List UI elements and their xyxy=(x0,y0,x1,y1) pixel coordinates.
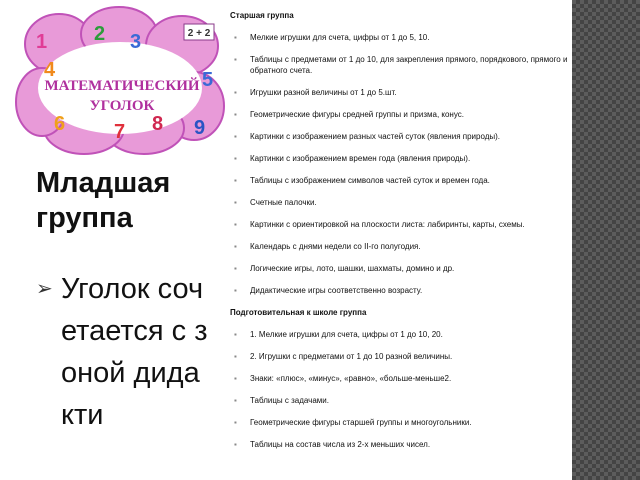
list-item xyxy=(230,54,570,76)
bullet-square-icon: ▪ xyxy=(234,264,237,273)
list-item xyxy=(230,329,570,340)
bullet-arrow-icon: ➢ xyxy=(36,278,53,300)
list-item-text: Картинки с ориентировкой на плоскости листа: лабиринты, карты, схемы. xyxy=(250,220,525,229)
list-item xyxy=(230,131,570,142)
list-item xyxy=(230,263,570,274)
bullet-square-icon: ▪ xyxy=(234,374,237,383)
digit-7: 7 xyxy=(114,121,126,143)
bullet-square-icon: ▪ xyxy=(234,110,237,119)
bullet-square-icon: ▪ xyxy=(234,176,237,185)
list-item-text: Таблицы с изображением символов частей суток и времен года. xyxy=(250,176,490,185)
list-item-text: Геометрические фигуры старшей группы и многоугольники. xyxy=(250,418,472,427)
list-item xyxy=(230,219,570,230)
digit-4: 4 xyxy=(44,59,56,81)
list-item-text: Таблицы на состав числа из 2-х меньших чисел. xyxy=(250,440,431,449)
logo-title-line2: УГОЛОК xyxy=(89,98,155,114)
list-item-text: 2. Игрушки с предметами от 1 до 10 разной величины. xyxy=(250,352,453,361)
decorative-pattern-strip xyxy=(572,0,640,480)
list-item xyxy=(230,373,570,384)
list-item-text: Мелкие игрушки для счета, цифры от 1 до 5, 10. xyxy=(250,33,430,42)
bullet-square-icon: ▪ xyxy=(234,396,237,405)
bullet-square-icon: ▪ xyxy=(234,286,237,295)
list-item xyxy=(230,285,570,296)
list-item-text: Таблицы с задачами. xyxy=(250,396,329,405)
bullet-square-icon: ▪ xyxy=(234,132,237,141)
bullet-square-icon: ▪ xyxy=(234,242,237,251)
list-item xyxy=(230,87,570,98)
logo-title-line1: МАТЕМАТИЧЕСКИЙ xyxy=(44,78,200,94)
list-item-text: Счетные палочки. xyxy=(250,198,317,207)
list-item-text: Дидактические игры соответственно возрасту. xyxy=(250,286,423,295)
list-item xyxy=(230,153,570,164)
content-column xyxy=(230,10,570,461)
digit-2: 2 xyxy=(94,23,106,45)
list-item xyxy=(230,439,570,450)
junior-group-title: Младшая группа xyxy=(36,167,171,234)
list-item xyxy=(230,417,570,428)
expression-card: 2 + 2 xyxy=(187,28,211,39)
list-item xyxy=(230,109,570,120)
list-item-text: Логические игры, лото, шашки, шахматы, домино и др. xyxy=(250,264,455,273)
digit-9: 9 xyxy=(194,117,206,139)
list-item xyxy=(230,351,570,362)
digit-1: 1 xyxy=(36,31,48,53)
list-item-text: Таблицы с предметами от 1 до 10, для закрепления прямого, порядкового, прямого и обратного счета. xyxy=(250,55,568,75)
list-item xyxy=(230,175,570,186)
bullet-square-icon: ▪ xyxy=(234,88,237,97)
list-item-text: Картинки с изображением времен года (явления природы). xyxy=(250,154,471,163)
bullet-square-icon: ▪ xyxy=(234,198,237,207)
list-item xyxy=(230,32,570,43)
flower-logo-graphic xyxy=(14,6,228,156)
list-item xyxy=(230,395,570,406)
section-title: Старшая группа xyxy=(230,11,294,20)
junior-group-bullet-text: Уголок сочетается с зоной дидакти xyxy=(61,273,208,431)
bullet-square-icon: ▪ xyxy=(234,55,237,64)
bullet-square-icon: ▪ xyxy=(234,440,237,449)
section-title: Подготовительная к школе группа xyxy=(230,308,367,317)
math-corner-logo xyxy=(14,6,228,156)
bullet-square-icon: ▪ xyxy=(234,330,237,339)
list-item xyxy=(230,197,570,208)
bullet-square-icon: ▪ xyxy=(234,154,237,163)
bullet-square-icon: ▪ xyxy=(234,418,237,427)
digit-5: 5 xyxy=(202,69,214,91)
list-item-text: Геометрические фигуры средней группы и призма, конус. xyxy=(250,110,464,119)
list-item-text: Картинки с изображением разных частей суток (явления природы). xyxy=(250,132,501,141)
bullet-square-icon: ▪ xyxy=(234,33,237,42)
list-item-text: Календарь с днями недели со II-го полугодия. xyxy=(250,242,421,251)
list-item-text: 1. Мелкие игрушки для счета, цифры от 1 до 10, 20. xyxy=(250,330,443,339)
bullet-square-icon: ▪ xyxy=(234,220,237,229)
bullet-square-icon: ▪ xyxy=(234,352,237,361)
digit-8: 8 xyxy=(152,113,164,135)
list-item-text: Знаки: «плюс», «минус», «равно», «больше-меньше2. xyxy=(250,374,452,383)
digit-3: 3 xyxy=(130,31,142,53)
list-item xyxy=(230,241,570,252)
list-item-text: Игрушки разной величины от 1 до 5.шт. xyxy=(250,88,397,97)
digit-6: 6 xyxy=(54,113,66,135)
